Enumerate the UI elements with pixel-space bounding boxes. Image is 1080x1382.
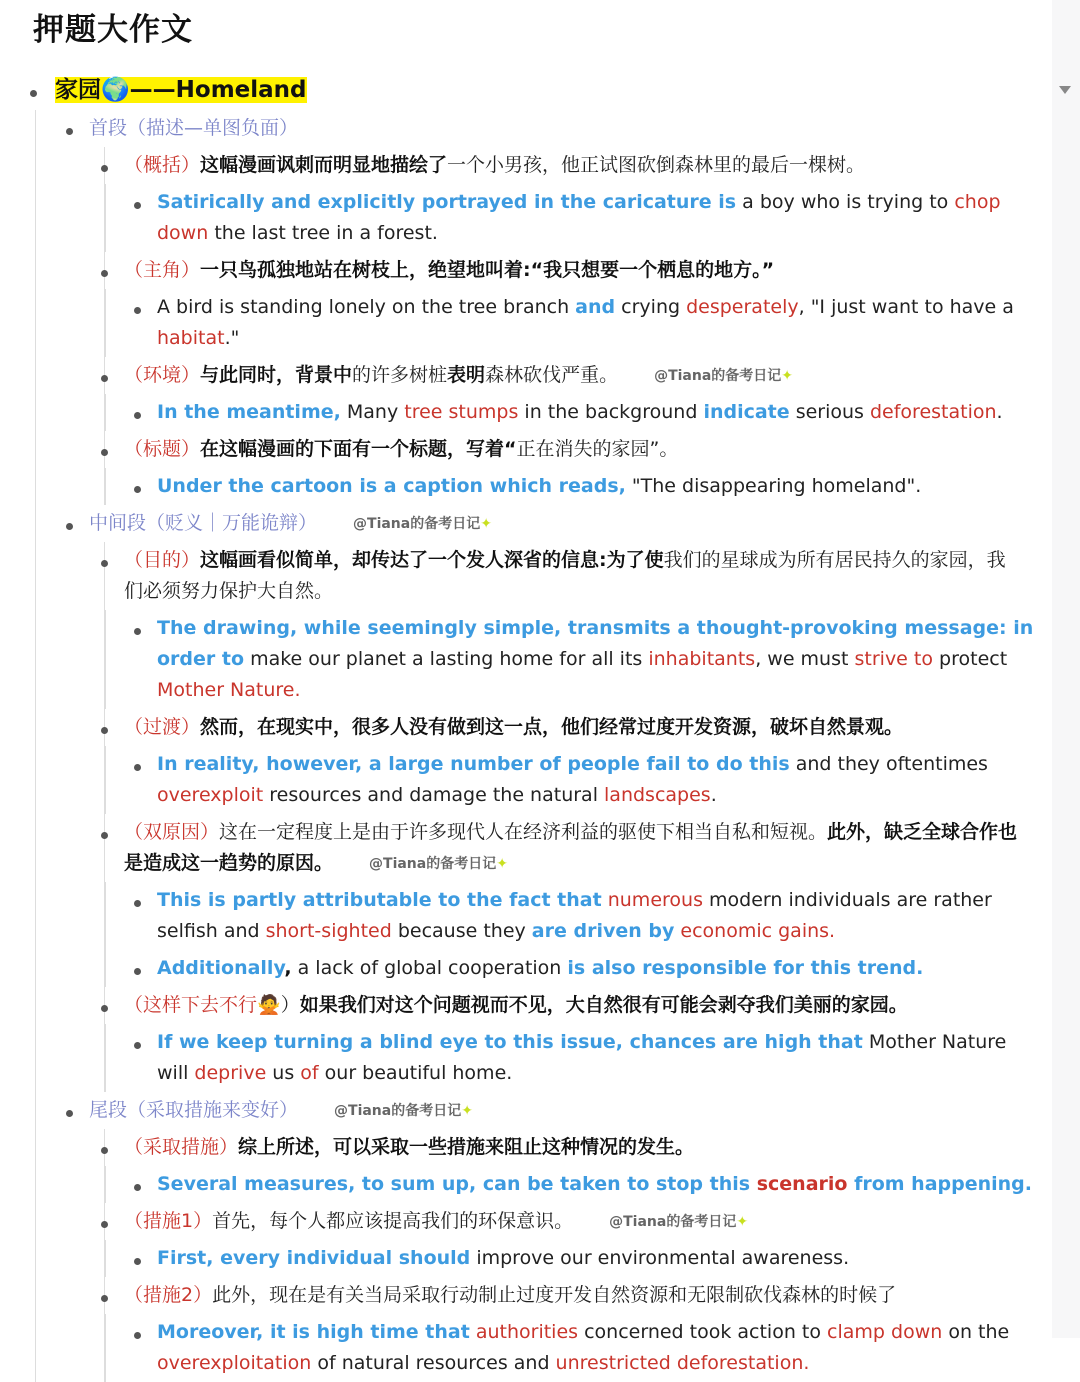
- text-segment: tree stumps: [404, 401, 519, 423]
- outline-row[interactable]: [105, 1129, 1024, 1166]
- text-segment: unrestricted deforestation.: [555, 1352, 810, 1374]
- outline-row[interactable]: [105, 357, 1024, 394]
- outline-tree: [0, 72, 1045, 1382]
- text-segment: strive to: [854, 648, 933, 670]
- sparkle-icon: ✦: [736, 1213, 749, 1230]
- text-segment: 中间段（贬义｜万能诡辩）: [89, 512, 318, 534]
- outline-item-english: [106, 394, 1045, 431]
- outline-row[interactable]: [106, 1314, 1037, 1382]
- outline-section: [36, 1092, 1045, 1382]
- bullet-icon[interactable]: [134, 764, 141, 771]
- outline-list: [105, 1024, 1045, 1092]
- outline-list: [104, 147, 1045, 505]
- text-segment: A bird is standing lonely on the tree branch: [157, 296, 576, 318]
- watermark: [654, 366, 793, 386]
- bullet-icon[interactable]: [30, 90, 37, 97]
- outline-item-chinese: [105, 542, 1045, 709]
- outline-list: [105, 394, 1045, 431]
- text-segment: modern individuals are rather selfish and: [157, 889, 992, 942]
- outline-item-english: [106, 468, 1045, 505]
- text-segment: improve our environmental awareness.: [470, 1247, 850, 1269]
- text-segment: a boy who is trying to: [736, 191, 955, 213]
- text-segment: 的许多树桩: [352, 364, 448, 386]
- outline-list: [104, 1129, 1045, 1382]
- watermark-text: @Tiana的备考日记: [369, 855, 497, 872]
- text-segment: chop down: [157, 191, 1001, 244]
- watermark: [609, 1212, 748, 1232]
- text-segment: ,: [284, 957, 292, 979]
- text-segment: 森林砍伐严重。: [485, 364, 619, 386]
- outline-row[interactable]: [105, 709, 1024, 746]
- text-segment: scenario: [756, 1173, 848, 1195]
- outline-row[interactable]: [36, 110, 1045, 147]
- text-segment: （采取措施）: [124, 1136, 239, 1158]
- outline-row[interactable]: [0, 72, 1045, 110]
- text-segment: （过渡）: [124, 716, 201, 738]
- text-segment: 🙅: [257, 994, 281, 1016]
- text-segment: of: [300, 1062, 319, 1084]
- bullet-icon[interactable]: [101, 1221, 108, 1228]
- outline-list: [104, 542, 1045, 1092]
- text-segment: indicate: [703, 401, 790, 423]
- bullet-icon[interactable]: [101, 449, 108, 456]
- text-segment: 这在一定程度上是由于许多现代人在经济利益的驱使下相当自私和短视。: [219, 821, 828, 843]
- page-title: 押题大作文: [33, 12, 193, 48]
- outline-list: [35, 110, 1045, 1382]
- text-segment: protect: [933, 648, 1008, 670]
- outline-item-english: [106, 1166, 1045, 1203]
- text-segment: crying: [615, 296, 687, 318]
- text-segment: In reality, however, a large number of people fail to do this: [157, 753, 790, 775]
- watermark-text: @Tiana的备考日记: [334, 1102, 462, 1119]
- outline-item-english: [106, 610, 1045, 709]
- text-segment: because they: [391, 920, 532, 942]
- outline-list: [105, 289, 1045, 357]
- text-segment: on the: [942, 1321, 1010, 1343]
- outline-item-chinese: [105, 1277, 1045, 1382]
- bullet-icon[interactable]: [101, 727, 108, 734]
- outline-list: [105, 1240, 1045, 1277]
- outline-row[interactable]: [106, 289, 1037, 357]
- text-segment: and they oftentimes: [789, 753, 988, 775]
- text-segment: are driven by: [531, 920, 675, 942]
- outline-row[interactable]: [106, 1024, 1037, 1092]
- bullet-icon[interactable]: [134, 1042, 141, 1049]
- text-segment: If we keep turning a blind eye to this issue, chances are high that: [157, 1031, 863, 1053]
- outline-row[interactable]: [105, 1203, 1024, 1240]
- outline-item-english: [106, 1024, 1045, 1092]
- outline-item-english: [106, 289, 1045, 357]
- text-segment: （主角）: [124, 259, 201, 281]
- outline-section: [36, 110, 1045, 505]
- text-segment: Moreover, it is high time that: [157, 1321, 470, 1343]
- text-segment: 我们的星球成为所有居民持久的家园，我们必须努力保护大自然。: [124, 549, 1006, 602]
- text-segment: and: [575, 296, 616, 318]
- bullet-icon[interactable]: [134, 202, 141, 209]
- bullet-icon[interactable]: [101, 165, 108, 172]
- outline-list: [105, 184, 1045, 252]
- text-segment: concerned took action to: [578, 1321, 828, 1343]
- bullet-icon[interactable]: [101, 1005, 108, 1012]
- text-segment: resources and damage the natural: [263, 784, 605, 806]
- outline-item-english: [106, 1314, 1045, 1382]
- text-segment: （措施1）: [124, 1210, 213, 1232]
- outline-row[interactable]: [106, 1166, 1037, 1203]
- bullet-icon[interactable]: [66, 523, 73, 530]
- text-segment: 一只鸟孤独地站在树枝上，绝望地叫着:“我只想要一个栖息的地方。”: [200, 259, 775, 281]
- text-segment: 一个小男孩，他正试图砍倒森林里的最后一棵树。: [447, 154, 866, 176]
- text-segment: In the meantime,: [157, 401, 341, 423]
- text-segment: from happening.: [847, 1173, 1032, 1195]
- bullet-icon[interactable]: [101, 1295, 108, 1302]
- text-segment: overexploit: [157, 784, 264, 806]
- bullet-icon[interactable]: [134, 1184, 141, 1191]
- text-segment: 此外，缺乏全球合作也是造成这一趋势的原因。: [124, 821, 1018, 874]
- outline-row[interactable]: [106, 746, 1037, 814]
- text-segment: 尾段（采取措施来变好）: [89, 1099, 299, 1121]
- text-segment: of natural resources and: [311, 1352, 556, 1374]
- outline-item-chinese: [105, 709, 1045, 814]
- sparkle-icon: ✦: [480, 515, 492, 532]
- outline-root-item: [0, 72, 1045, 1382]
- outline-item-english: [106, 950, 1045, 987]
- outline-list: [105, 746, 1045, 814]
- bullet-icon[interactable]: [134, 900, 141, 907]
- outline-row[interactable]: [36, 505, 1045, 542]
- outline-list: [105, 1314, 1045, 1382]
- text-segment: Several measures, to sum up, can be taken to stop this: [157, 1173, 757, 1195]
- watermark-text: @Tiana的备考日记: [654, 367, 782, 384]
- bullet-icon[interactable]: [134, 486, 141, 493]
- text-segment: （概括）: [124, 154, 201, 176]
- text-segment: 与此同时，背景中: [200, 364, 353, 386]
- text-segment: in the background: [518, 401, 704, 423]
- bullet-icon[interactable]: [101, 375, 108, 382]
- bullet-icon[interactable]: [101, 270, 108, 277]
- outline-item-chinese: [105, 431, 1045, 505]
- text-segment: 综上所述，可以采取一些措施来阻止这种情况的发生。: [238, 1136, 695, 1158]
- text-segment: inhabitants: [648, 648, 756, 670]
- text-segment: "The disappearing homeland".: [625, 475, 922, 497]
- text-segment: overexploitation: [157, 1352, 312, 1374]
- text-segment: the last tree in a forest.: [208, 222, 438, 244]
- text-segment: landscapes: [604, 784, 711, 806]
- text-segment: clamp down: [827, 1321, 943, 1343]
- outline-row[interactable]: [105, 147, 1024, 184]
- text-segment: 首段（描述—单图负面）: [89, 117, 299, 139]
- outline-row[interactable]: [105, 431, 1024, 468]
- text-segment: 家园🌍——Homeland: [55, 77, 307, 103]
- text-segment: deforestation: [869, 401, 997, 423]
- outline-item-english: [106, 746, 1045, 814]
- text-segment: 如果我们对这个问题视而不见，大自然很有可能会剥夺我们美丽的家园。: [299, 994, 908, 1016]
- outline-list: [105, 1166, 1045, 1203]
- text-segment: （环境）: [124, 364, 201, 386]
- text-segment: is also responsible for this trend.: [567, 957, 924, 979]
- outline-item-english: [106, 1240, 1045, 1277]
- outline-item-english: [106, 184, 1045, 252]
- text-segment: Mother Nature will: [157, 1031, 1007, 1084]
- outline-row[interactable]: [105, 1277, 1024, 1314]
- text-segment: 这幅漫画讽刺而明显地描绘了: [200, 154, 448, 176]
- text-segment: serious: [789, 401, 870, 423]
- outline-list: [105, 882, 1045, 987]
- sparkle-icon: ✦: [781, 367, 794, 384]
- outline-item-english: [106, 882, 1045, 950]
- text-segment: The drawing, while seemingly simple, transmits a thought-provoking message: in order to: [157, 617, 1034, 670]
- text-segment: .: [710, 784, 717, 806]
- text-segment: deprive: [194, 1062, 267, 1084]
- text-segment: economic gains.: [674, 920, 836, 942]
- bullet-icon[interactable]: [101, 560, 108, 567]
- outline-section: [36, 505, 1045, 1092]
- text-segment: （目的）: [124, 549, 201, 571]
- text-segment: authorities: [469, 1321, 579, 1343]
- text-segment: Many: [340, 401, 405, 423]
- bullet-icon[interactable]: [134, 1258, 141, 1265]
- outline-item-chinese: [105, 1203, 1045, 1277]
- text-segment: , we must: [755, 648, 855, 670]
- text-segment: （措施2）: [124, 1284, 213, 1306]
- text-segment: First, every individual should: [157, 1247, 471, 1269]
- text-segment: （标题）: [124, 438, 201, 460]
- outline-item-chinese: [105, 357, 1045, 431]
- watermark: [353, 514, 492, 534]
- text-segment: （这样下去不行: [124, 994, 258, 1016]
- right-scroll-rail[interactable]: [1052, 0, 1080, 1338]
- text-segment: us: [266, 1062, 301, 1084]
- text-segment: 首先，每个人都应该提高我们的环保意识。: [212, 1210, 574, 1232]
- outline-row[interactable]: [106, 950, 1037, 987]
- watermark: [334, 1101, 473, 1121]
- outline-row[interactable]: [106, 1240, 1037, 1277]
- outline-row[interactable]: [106, 882, 1037, 950]
- outline-row[interactable]: [36, 1092, 1045, 1129]
- text-segment: 此外，现在是有关当局采取行动制止过度开发自然资源和无限制砍伐森林的时候了: [212, 1284, 897, 1306]
- text-segment: numerous: [601, 889, 703, 911]
- outline-row[interactable]: [106, 394, 1037, 431]
- sparkle-icon: ✦: [496, 855, 508, 872]
- text-segment: our beautiful home.: [318, 1062, 513, 1084]
- text-segment: make our planet a lasting home for all its: [244, 648, 649, 670]
- outline-item-chinese: [105, 814, 1045, 987]
- text-segment: habitat: [157, 327, 225, 349]
- bullet-icon[interactable]: [134, 628, 141, 635]
- text-segment: 在这幅漫画的下面有一个标题，写着“: [200, 438, 517, 460]
- bullet-icon[interactable]: [66, 128, 73, 135]
- text-segment: .": [224, 327, 240, 349]
- outline-item-chinese: [105, 987, 1045, 1092]
- outline-row[interactable]: [105, 252, 1024, 289]
- outline-row[interactable]: [105, 542, 1024, 610]
- bullet-icon[interactable]: [134, 968, 141, 975]
- watermark-text: @Tiana的备考日记: [609, 1213, 737, 1230]
- bullet-icon[interactable]: [134, 412, 141, 419]
- text-segment: Mother Nature.: [157, 679, 301, 701]
- text-segment: This is partly attributable to the fact that: [157, 889, 602, 911]
- text-segment: short-sighted: [265, 920, 392, 942]
- outline-item-chinese: [105, 1129, 1045, 1203]
- outline-list: [105, 468, 1045, 505]
- text-segment: .: [996, 401, 1003, 423]
- outline-row[interactable]: [105, 814, 1024, 882]
- outline-row[interactable]: [106, 610, 1037, 709]
- outline-row[interactable]: [106, 184, 1037, 252]
- bullet-icon[interactable]: [66, 1110, 73, 1117]
- outline-row[interactable]: [106, 468, 1037, 505]
- text-segment: desperately: [686, 296, 799, 318]
- watermark-text: @Tiana的备考日记: [353, 515, 481, 532]
- text-segment: 表明: [447, 364, 486, 386]
- bullet-icon[interactable]: [101, 832, 108, 839]
- collapse-triangle-icon[interactable]: [1059, 86, 1071, 94]
- text-segment: Under the cartoon is a caption which reads,: [157, 475, 626, 497]
- bullet-icon[interactable]: [134, 307, 141, 314]
- text-segment: ）: [280, 994, 300, 1016]
- watermark: [369, 854, 508, 874]
- text-segment: 正在消失的家园”。: [516, 438, 679, 460]
- text-segment: 这幅画看似简单，却传达了一个发人深省的信息:为了使: [200, 549, 664, 571]
- text-segment: Additionally: [157, 957, 285, 979]
- sparkle-icon: ✦: [461, 1102, 473, 1119]
- text-segment: Satirically and explicitly portrayed in the caricature is: [157, 191, 737, 213]
- outline-list: [0, 72, 1045, 1382]
- outline-list: [105, 610, 1045, 709]
- outline-item-chinese: [105, 252, 1045, 357]
- text-segment: （双原因）: [124, 821, 220, 843]
- bullet-icon[interactable]: [101, 1147, 108, 1154]
- text-segment: a lack of global cooperation: [291, 957, 568, 979]
- text-segment: , "I just want to have a: [798, 296, 1014, 318]
- text-segment: 然而，在现实中，很多人没有做到这一点，他们经常过度开发资源，破坏自然景观。: [200, 716, 904, 738]
- outline-row[interactable]: [105, 987, 1024, 1024]
- outline-item-chinese: [105, 147, 1045, 252]
